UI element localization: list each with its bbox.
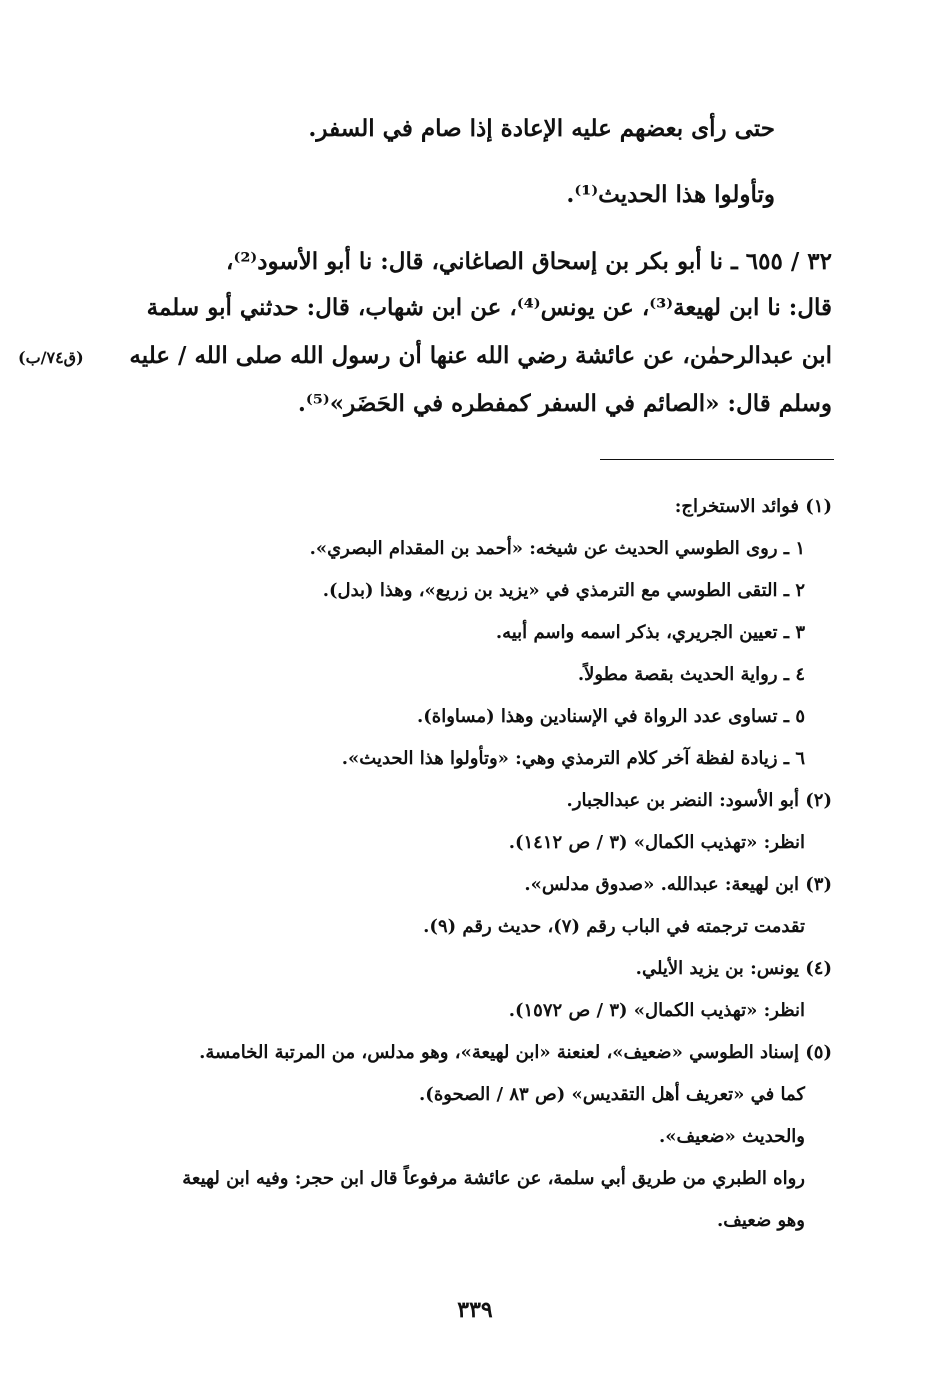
footnote-1-item-1: ١ ـ روى الطوسي الحديث عن شيخه: «أحمد بن المقدام البصري». (309, 538, 805, 559)
footnote-2: (٢) أبو الأسود: النضر بن عبدالجبار. (566, 790, 832, 811)
page-number: ٣٣٩ (457, 1297, 493, 1323)
main-line-5: ابن عبدالرحمٰن، عن عائشة رضي الله عنها أن رسول الله صلى الله / عليه (129, 342, 832, 369)
footnote-1-item-6: ٦ ـ زيادة لفظة آخر كلام الترمذي وهي: «وتأولوا هذا الحديث». (341, 748, 805, 769)
footnote-4: (٤) يونس: بن يزيد الأيلي. (635, 958, 832, 979)
footnote-5-line-2: كما في «تعريف أهل التقديس» (ص ٨٣ / الصحوة). (419, 1084, 805, 1105)
footnote-separator (600, 459, 834, 460)
footnote-3-ref: تقدمت ترجمته في الباب رقم (٧)، حديث رقم (٩). (423, 916, 805, 937)
footnote-1-item-2: ٢ ـ التقى الطوسي مع الترمذي في «يزيد بن زريع»، وهذا (بدل). (322, 580, 805, 601)
footnote-5-line-4: رواه الطبري من طريق أبي سلمة، عن عائشة مرفوعاً قال ابن حجر: وفيه ابن لهيعة (182, 1168, 805, 1189)
footnote-2-ref: انظر: «تهذيب الكمال» (٣ / ص ١٤١٢). (508, 832, 805, 853)
footnote-1-item-4: ٤ ـ رواية الحديث بقصة مطولاً. (577, 664, 805, 685)
footnote-5: (٥) إسناد الطوسي «ضعيف»، لعنعنة «ابن لهيعة»، وهو مدلس، من المرتبة الخامسة. (199, 1042, 832, 1063)
footnote-1-item-5: ٥ ـ تساوى عدد الرواة في الإسنادين وهذا (مساواة). (417, 706, 805, 727)
footnote-5-line-5: وهو ضعيف. (716, 1210, 805, 1231)
footnote-1-heading: (١) فوائد الاستخراج: (674, 496, 832, 517)
footnote-3: (٣) ابن لهيعة: عبدالله. «صدوق مدلس». (524, 874, 832, 895)
main-line-6: وسلم قال: «الصائم في السفر كمفطره في الحَضَر»⁽⁵⁾. (297, 390, 832, 417)
main-line-2: وتأولوا هذا الحديث⁽¹⁾. (566, 181, 775, 208)
footnote-5-line-3: والحديث «ضعيف». (659, 1126, 805, 1147)
main-line-4: قال: نا ابن لهيعة⁽³⁾، عن يونس⁽⁴⁾، عن ابن شهاب، قال: حدثني أبو سلمة (146, 294, 832, 321)
manuscript-folio-note: (ق٧٤/ب) (18, 348, 84, 367)
footnote-1-item-3: ٣ ـ تعيين الجريري، بذكر اسمه واسم أبيه. (495, 622, 805, 643)
footnote-4-ref: انظر: «تهذيب الكمال» (٣ / ص ١٥٧٢). (508, 1000, 805, 1021)
main-line-1: حتى رأى بعضهم عليه الإعادة إذا صام في السفر. (308, 115, 775, 142)
main-line-3: ٣٢ / ٦٥٥ ـ نا أبو بكر بن إسحاق الصاغاني، قال: نا أبو الأسود⁽²⁾، (226, 248, 832, 275)
